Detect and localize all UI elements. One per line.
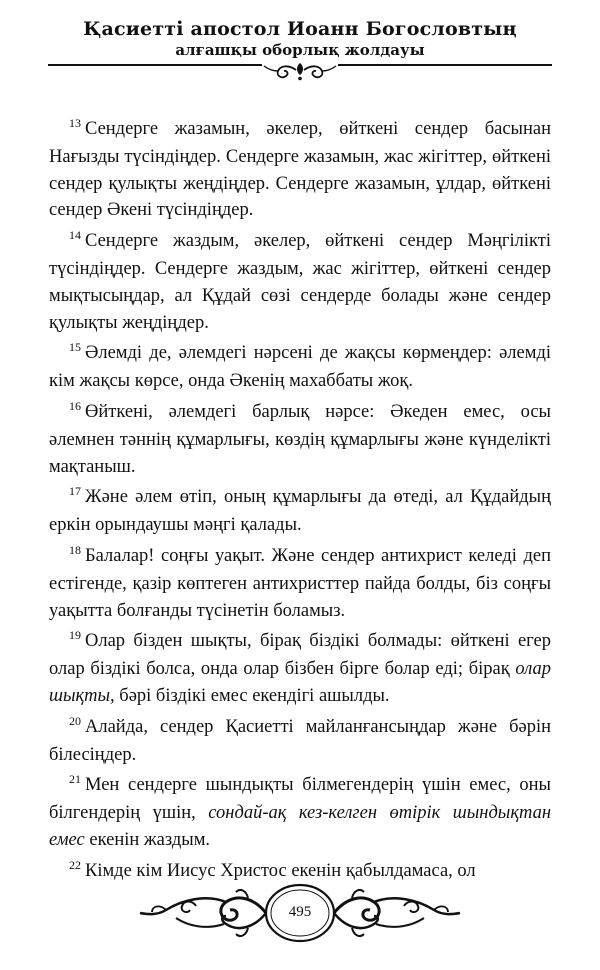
verse-text: Балалар! соңғы уақыт. Және сендер антихрист келеді деп естігенде, қазір көптеген антихристтер пайда болды, біз соңғы уақытта болғанды түсінетін боламыз. — [49, 545, 551, 621]
verse — [49, 484, 551, 539]
verse-number: 14 — [69, 228, 81, 243]
verse-number: 16 — [69, 398, 81, 413]
verse-text: Өйткені, әлемдегі барлық нәрсе: Әкеден емес, осы әлемнен тәннің құмарлығы, көздің құмарлығы және күнделікті мақтаныш. — [49, 401, 551, 477]
verse-text: екенін жаздым. — [84, 829, 211, 850]
verse — [49, 543, 551, 624]
verse — [49, 116, 551, 224]
verse-number: 15 — [69, 340, 81, 355]
verse — [49, 399, 551, 480]
verse — [49, 772, 551, 853]
verse-number: 21 — [69, 772, 81, 787]
verse-number: 13 — [69, 116, 81, 130]
verse-italic-text: олар шықты, — [49, 659, 551, 706]
verse — [49, 340, 551, 395]
verse-number: 17 — [69, 484, 81, 499]
header-title-line1: Қасиетті апостол Иоанн Богословтың — [83, 18, 517, 40]
verse-text: Олар бізден шықты, бірақ біздікі болмады: өйткені егер олар біздікі болса, онда олар бізбен бірге болар еді; бірақ — [49, 631, 551, 680]
page-number: 495 — [288, 904, 312, 920]
verse-italic-text: сондай-ақ кез-келген өтірік шындықтан емес — [49, 803, 551, 850]
verse-text: Әлемді де, әлемдегі нәрсені де жақсы көрмеңдер: әлемді кім жақсы көрсе, онда Әкенің махаббаты жоқ. — [49, 343, 551, 392]
verse-text: Кімде кім Иисус Христос екенін қабылдамаса, ол — [85, 860, 476, 881]
verse-text: Алайда, сендер Қасиетті майланғансыңдар және бәрін білесіңдер. — [49, 716, 551, 765]
verse-text-body — [49, 116, 551, 890]
verse-number: 20 — [69, 713, 81, 728]
running-header — [48, 18, 552, 60]
header-title-line2: алғашқы оборлық жолдауы — [175, 41, 425, 59]
verse — [49, 714, 551, 769]
verse-number: 18 — [69, 542, 81, 557]
verse — [49, 628, 551, 709]
header-ornament-icon — [262, 60, 338, 82]
verse-text: Сендерге жаздым, әкелер, өйткені сендер Мәңгілікті түсіндіңдер. Сендерге жаздым, жас жігіттер, өйткені сендер мықтысыңдар, ал Құдай сөзі сендерде болады және сендер қулықты жеңдіңдер. — [49, 231, 551, 333]
verse-number: 22 — [69, 857, 81, 872]
verse-text: бәрі біздікі емес екендігі ашылды. — [114, 685, 390, 706]
verse-text: Және әлем өтіп, оның құмарлығы да өтеді, ал Құдайдың еркін орындаушы мәңгі қалады. — [49, 487, 551, 536]
verse-text: Сендерге жазамын, әкелер, өйткені сендер басынан Нағызды түсіндіңдер. Сендерге жазамын, жас жігіттер, өйткені сендер қулықты жеңдіңдер. Сендерге жазамын, ұлдар, өйткені сендер Әкені түсіндіңдер. — [49, 119, 551, 221]
verse — [49, 228, 551, 336]
verse-number: 19 — [69, 628, 81, 643]
verse-text: Мен сендерге шындықты білмегендерің үшін емес, оны білгендерің үшін, — [49, 775, 551, 824]
